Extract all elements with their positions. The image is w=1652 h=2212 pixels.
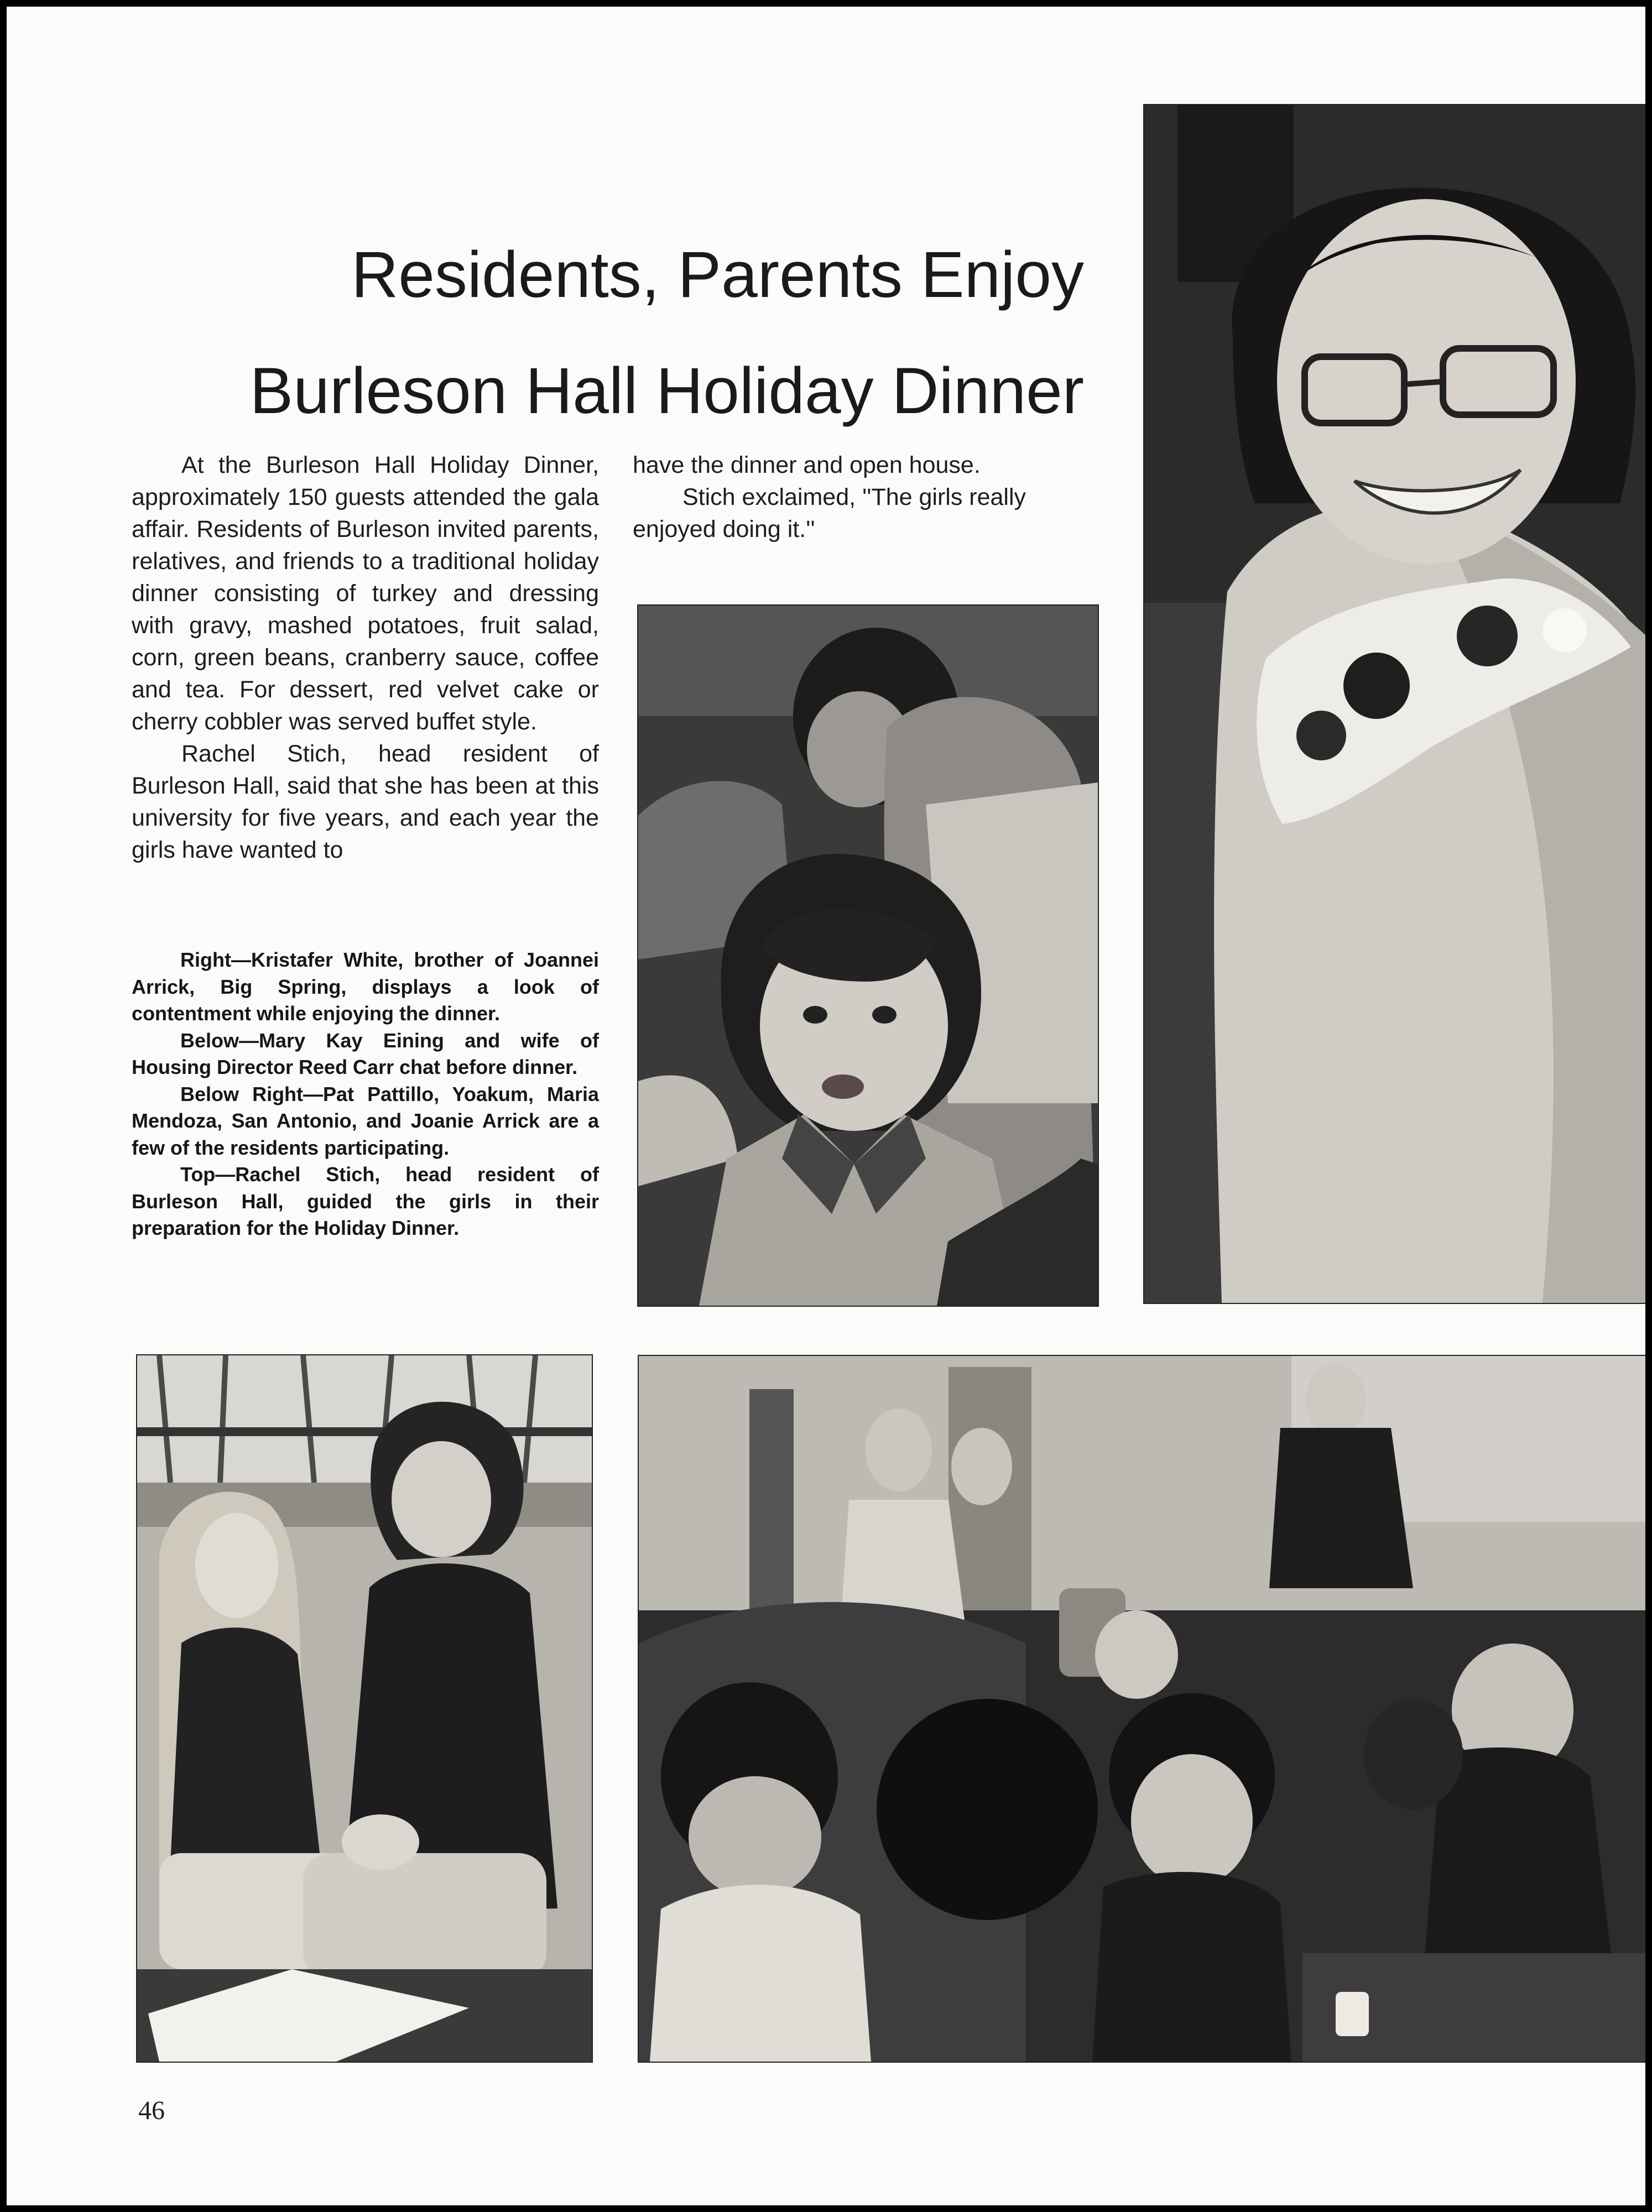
yearbook-page	[7, 7, 1645, 2205]
page-number: 46	[138, 2096, 165, 2125]
photo-head-resident-image	[1144, 105, 1645, 1303]
article-column-right	[633, 449, 1102, 545]
photo-women-chatting-image	[137, 1355, 592, 2062]
caption: Below Right—Pat Pattillo, Yoakum, Maria Mendoza, San Antonio, and Joanie Arrick are a few of the residents participating.	[132, 1082, 599, 1159]
photo-residents-dining	[638, 1355, 1645, 2063]
photo-women-chatting	[136, 1354, 593, 2063]
headline-line-2: Burleson Hall Holiday Dinner	[249, 354, 1084, 427]
article-paragraph: have the dinner and open house.	[633, 452, 981, 478]
photo-captions	[132, 947, 599, 1242]
article-paragraph: Rachel Stich, head resident of Burleson Hall, said that she has been at this university for five years, and each year the girls have wanted to	[132, 740, 599, 863]
caption: Top—Rachel Stich, head resident of Burleson Hall, guided the girls in their preparation for the Holiday Dinner.	[132, 1163, 599, 1239]
photo-head-resident	[1143, 104, 1645, 1304]
photo-boy-at-dinner	[637, 604, 1099, 1307]
article-paragraph: Stich exclaimed, ''The girls really enjoyed doing it.''	[633, 484, 1026, 542]
article-paragraph: At the Burleson Hall Holiday Dinner, approximately 150 guests attended the gala affair. Residents of Burleson invited parents, relatives, and friends to a traditional holiday dinner consisting of turkey and dressing with gravy, mashed potatoes, fruit salad, corn, green beans, cranberry sauce, coffee and tea. For dessert, red velvet cake or cherry cobbler was served buffet style.	[132, 452, 599, 735]
article-column-left	[132, 449, 599, 866]
photo-boy-at-dinner-image	[638, 606, 1098, 1306]
caption: Right—Kristafer White, brother of Joannei Arrick, Big Spring, displays a look of contentment while enjoying the dinner.	[132, 948, 599, 1025]
caption: Below—Mary Kay Eining and wife of Housing Director Reed Carr chat before dinner.	[132, 1029, 599, 1078]
photo-residents-dining-image	[639, 1356, 1645, 2062]
headline-line-1: Residents, Parents Enjoy	[351, 238, 1084, 311]
